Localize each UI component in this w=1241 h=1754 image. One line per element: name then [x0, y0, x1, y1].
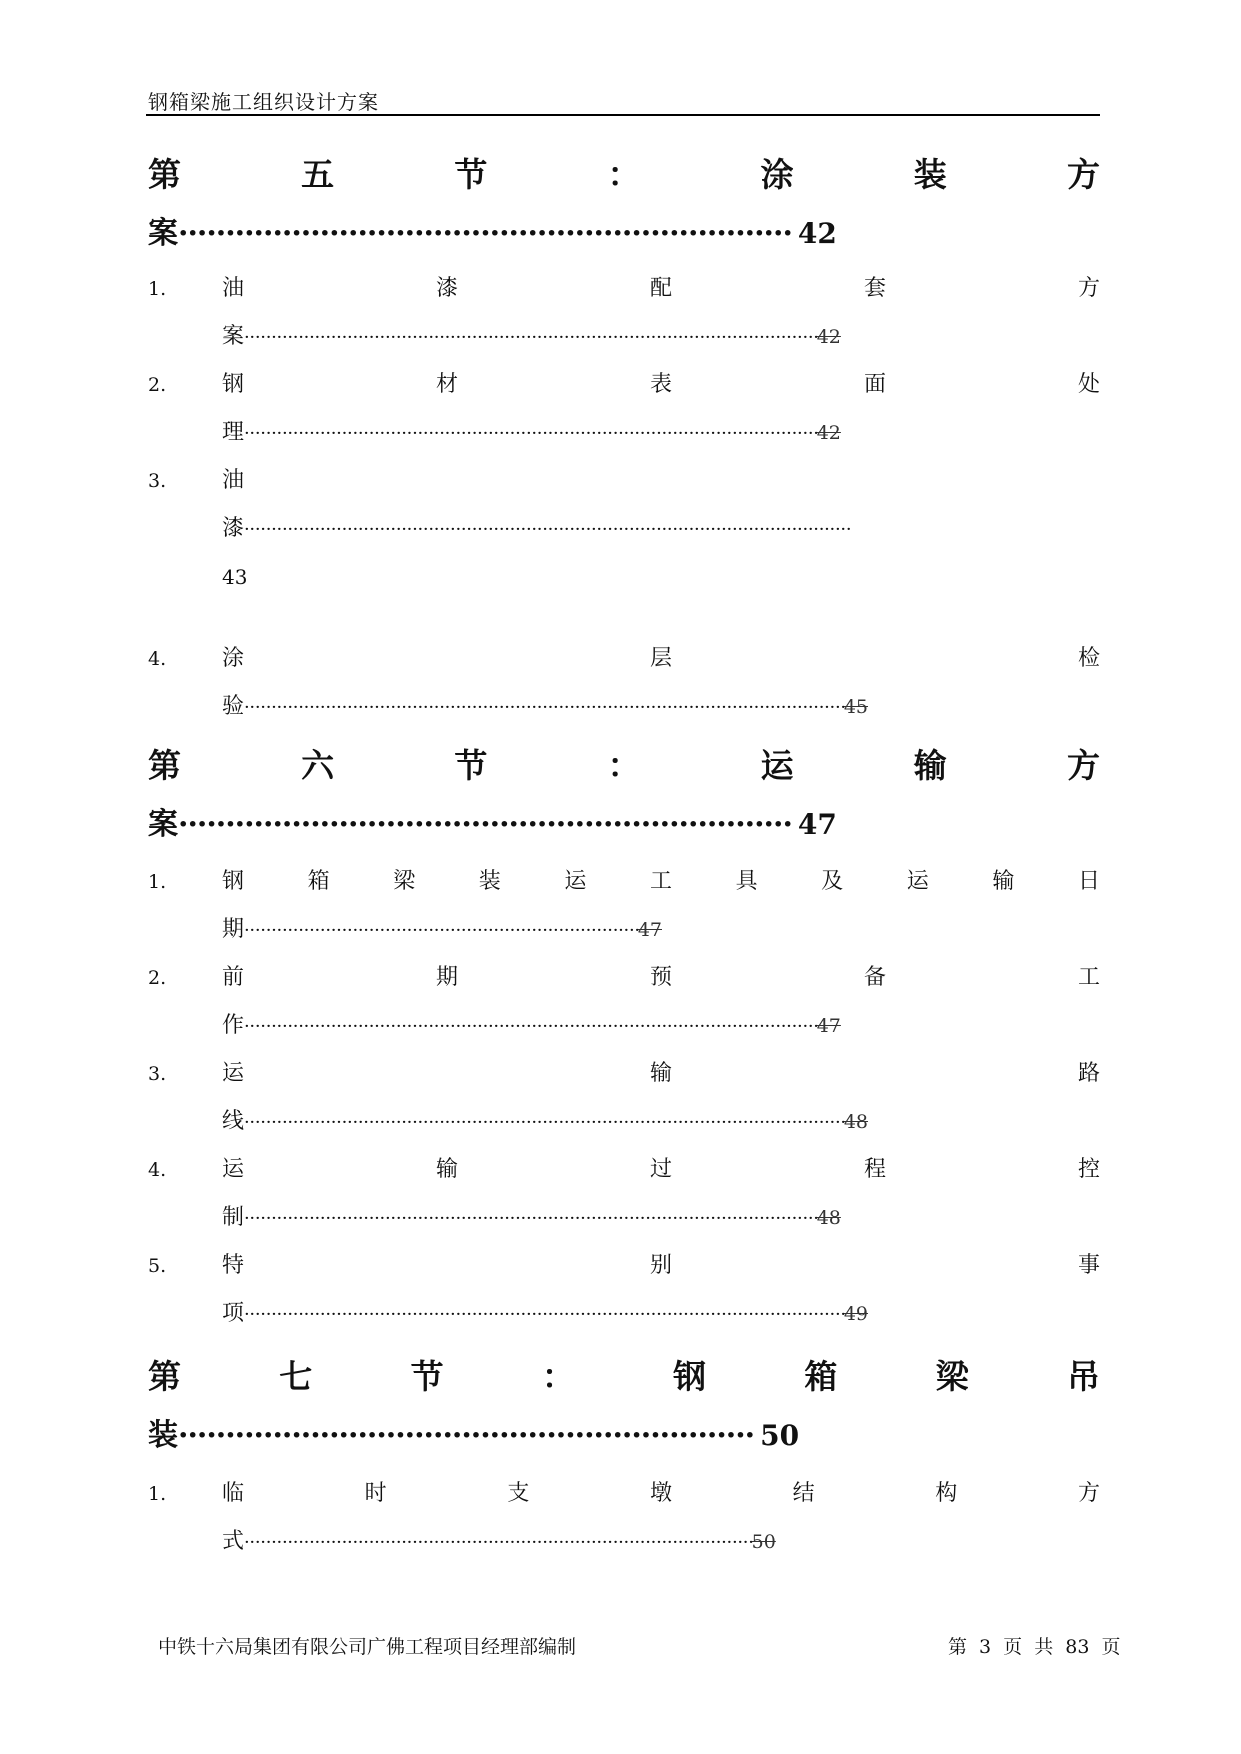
toc-item-char: 及: [821, 869, 844, 894]
toc-section-char: 钢: [673, 1357, 707, 1396]
toc-leader-dots: ··········································································································: [244, 327, 819, 348]
toc-item-char: 工: [1077, 965, 1100, 990]
page-header-title: 钢箱梁施工组织设计方案: [148, 90, 379, 114]
toc-item-number: 2.: [148, 374, 167, 396]
toc-leader-dots: ···············································································································: [244, 1112, 846, 1133]
toc-item-char: 表: [649, 372, 672, 397]
toc-item-char: 输: [992, 869, 1015, 894]
toc-item-char: 材: [435, 372, 458, 397]
toc-item-char: 配: [649, 276, 672, 301]
toc-section-char: 运: [760, 746, 794, 785]
toc-item-char: 漆: [435, 276, 458, 301]
toc-item-char: 别: [649, 1253, 672, 1278]
toc-section-tail: 装: [148, 1418, 178, 1453]
toc-leader-dots: ·································································: [178, 807, 792, 842]
toc-leader-dots: ················································································································: [244, 519, 852, 540]
toc-item-char: 套: [863, 276, 886, 301]
toc-item-number: 2.: [148, 967, 167, 989]
toc-leader-dots: ·································································: [178, 216, 792, 251]
toc-item-char: 箱: [307, 869, 330, 894]
toc-item-number: 1.: [148, 278, 167, 300]
toc-item-number: 1.: [148, 1483, 167, 1505]
toc-leader-dots: ·········································································: [244, 920, 640, 941]
toc-section-char: ：: [607, 746, 641, 785]
toc-item-tail: 作: [222, 1013, 245, 1038]
toc-item-char: 油: [222, 276, 245, 301]
toc-item-char: 控: [1077, 1157, 1100, 1182]
toc-item-char: 运: [222, 1157, 245, 1182]
toc-section-char: 节: [454, 746, 488, 785]
toc-item-char: 输: [435, 1157, 458, 1182]
toc-item-char: 运: [906, 869, 929, 894]
toc-item-char: 墩: [649, 1481, 672, 1506]
toc-page-number: 47: [797, 808, 837, 841]
toc-item-char: 程: [863, 1157, 886, 1182]
toc-item-tail: 理: [222, 420, 245, 445]
toc-item-number: 3.: [148, 1063, 167, 1085]
toc-item-char: 路: [1077, 1061, 1100, 1086]
toc-item-number: 1.: [148, 871, 167, 893]
toc-page-number: 42: [797, 217, 837, 250]
toc-item-number: 5.: [148, 1255, 167, 1277]
toc-page-number: 42: [816, 422, 841, 444]
footer-page-number: 第 3 页 共 83 页: [948, 1636, 1121, 1658]
toc-leader-dots: ···············································································································: [244, 1304, 846, 1325]
toc-item-char: 备: [863, 965, 886, 990]
toc-section-tail: 案: [148, 216, 178, 251]
toc-page-number: 49: [843, 1303, 869, 1325]
toc-section-char: 第: [148, 155, 181, 194]
toc-item-char: 工: [649, 869, 672, 894]
toc-item-char: 运: [564, 869, 587, 894]
toc-item-char: 临: [222, 1481, 245, 1506]
toc-section-char: 方: [1066, 746, 1100, 785]
toc-item-char: 结: [792, 1481, 815, 1506]
toc-item-char: 期: [435, 965, 458, 990]
toc-section-char: 涂: [760, 155, 794, 194]
toc-item-char: 梁: [393, 869, 416, 894]
toc-leader-dots: ·····························································: [178, 1418, 755, 1453]
toc-item-tail: 验: [222, 694, 245, 719]
footer-organization: 中铁十六局集团有限公司广佛工程项目经理部编制: [158, 1636, 577, 1658]
toc-item-char: 装: [478, 869, 501, 894]
toc-leader-dots: ··········································································································: [244, 1208, 819, 1229]
toc-item-tail: 式: [222, 1529, 245, 1554]
toc-item-char: 处: [1077, 372, 1100, 397]
toc-page-number: 48: [843, 1111, 869, 1133]
toc-item-tail: 项: [222, 1301, 245, 1326]
toc-item-number: 4.: [148, 1159, 167, 1181]
toc-item-char: 具: [735, 869, 758, 894]
toc-section-char: ：: [541, 1357, 575, 1396]
toc-item-char: 方: [1077, 276, 1100, 301]
toc-item-char: 方: [1077, 1481, 1100, 1506]
toc-item-char: 输: [649, 1061, 672, 1086]
toc-item-char: 面: [863, 372, 886, 397]
toc-item-char: 特: [222, 1253, 245, 1278]
toc-section-char: 第: [148, 746, 181, 785]
toc-leader-dots: ······························································································: [244, 1532, 754, 1553]
toc-page-number: 45: [843, 696, 869, 718]
toc-page-number: 50: [760, 1419, 800, 1452]
toc-item-char: 钢: [222, 869, 245, 894]
toc-item-number: 3.: [148, 470, 167, 492]
toc-section-char: 节: [454, 155, 488, 194]
toc-item-char: 支: [507, 1481, 530, 1506]
toc-page-number: 48: [816, 1207, 841, 1229]
toc-item-tail: 漆: [222, 516, 245, 541]
toc-item-char: 油: [222, 468, 245, 493]
toc-section-char: ：: [607, 155, 641, 194]
toc-item-tail: 期: [222, 917, 245, 942]
toc-item-tail: 线: [222, 1109, 245, 1134]
toc-section-char: 第: [148, 1357, 181, 1396]
toc-item-char: 钢: [222, 372, 245, 397]
toc-item-char: 涂: [222, 646, 245, 671]
toc-section-char: 梁: [935, 1357, 969, 1396]
toc-page-number: 42: [816, 326, 841, 348]
toc-section-char: 吊: [1066, 1357, 1100, 1396]
toc-section-char: 装: [913, 155, 947, 194]
toc-item-char: 日: [1077, 869, 1100, 894]
toc-section-char: 箱: [804, 1357, 838, 1396]
toc-item-char: 构: [935, 1481, 958, 1506]
toc-item-tail: 制: [222, 1205, 245, 1230]
toc-leader-dots: ···············································································································: [244, 697, 846, 718]
toc-page-number: 50: [751, 1531, 776, 1553]
toc-item-char: 前: [222, 965, 245, 990]
toc-page-number: 47: [816, 1015, 841, 1037]
toc-section-char: 节: [410, 1357, 444, 1396]
toc-item-char: 运: [222, 1061, 245, 1086]
toc-section-char: 方: [1066, 155, 1100, 194]
toc-section-char: 七: [279, 1357, 313, 1396]
toc-item-tail: 案: [222, 324, 245, 349]
toc-section-char: 六: [301, 746, 335, 785]
toc-page-number: 47: [637, 919, 662, 941]
toc-leader-dots: ··········································································································: [244, 1016, 819, 1037]
toc-item-char: 检: [1077, 646, 1100, 671]
toc-item-char: 事: [1077, 1253, 1100, 1278]
toc-section-char: 输: [913, 746, 947, 785]
toc-item-char: 过: [649, 1157, 672, 1182]
toc-page-number: 43: [222, 565, 248, 589]
toc-item-char: 预: [649, 965, 672, 990]
toc-section-tail: 案: [148, 807, 178, 842]
toc-section-char: 五: [301, 155, 335, 194]
toc-item-char: 层: [649, 646, 672, 671]
toc-item-number: 4.: [148, 648, 167, 670]
toc-item-char: 时: [364, 1481, 387, 1506]
toc-leader-dots: ··········································································································: [244, 423, 819, 444]
